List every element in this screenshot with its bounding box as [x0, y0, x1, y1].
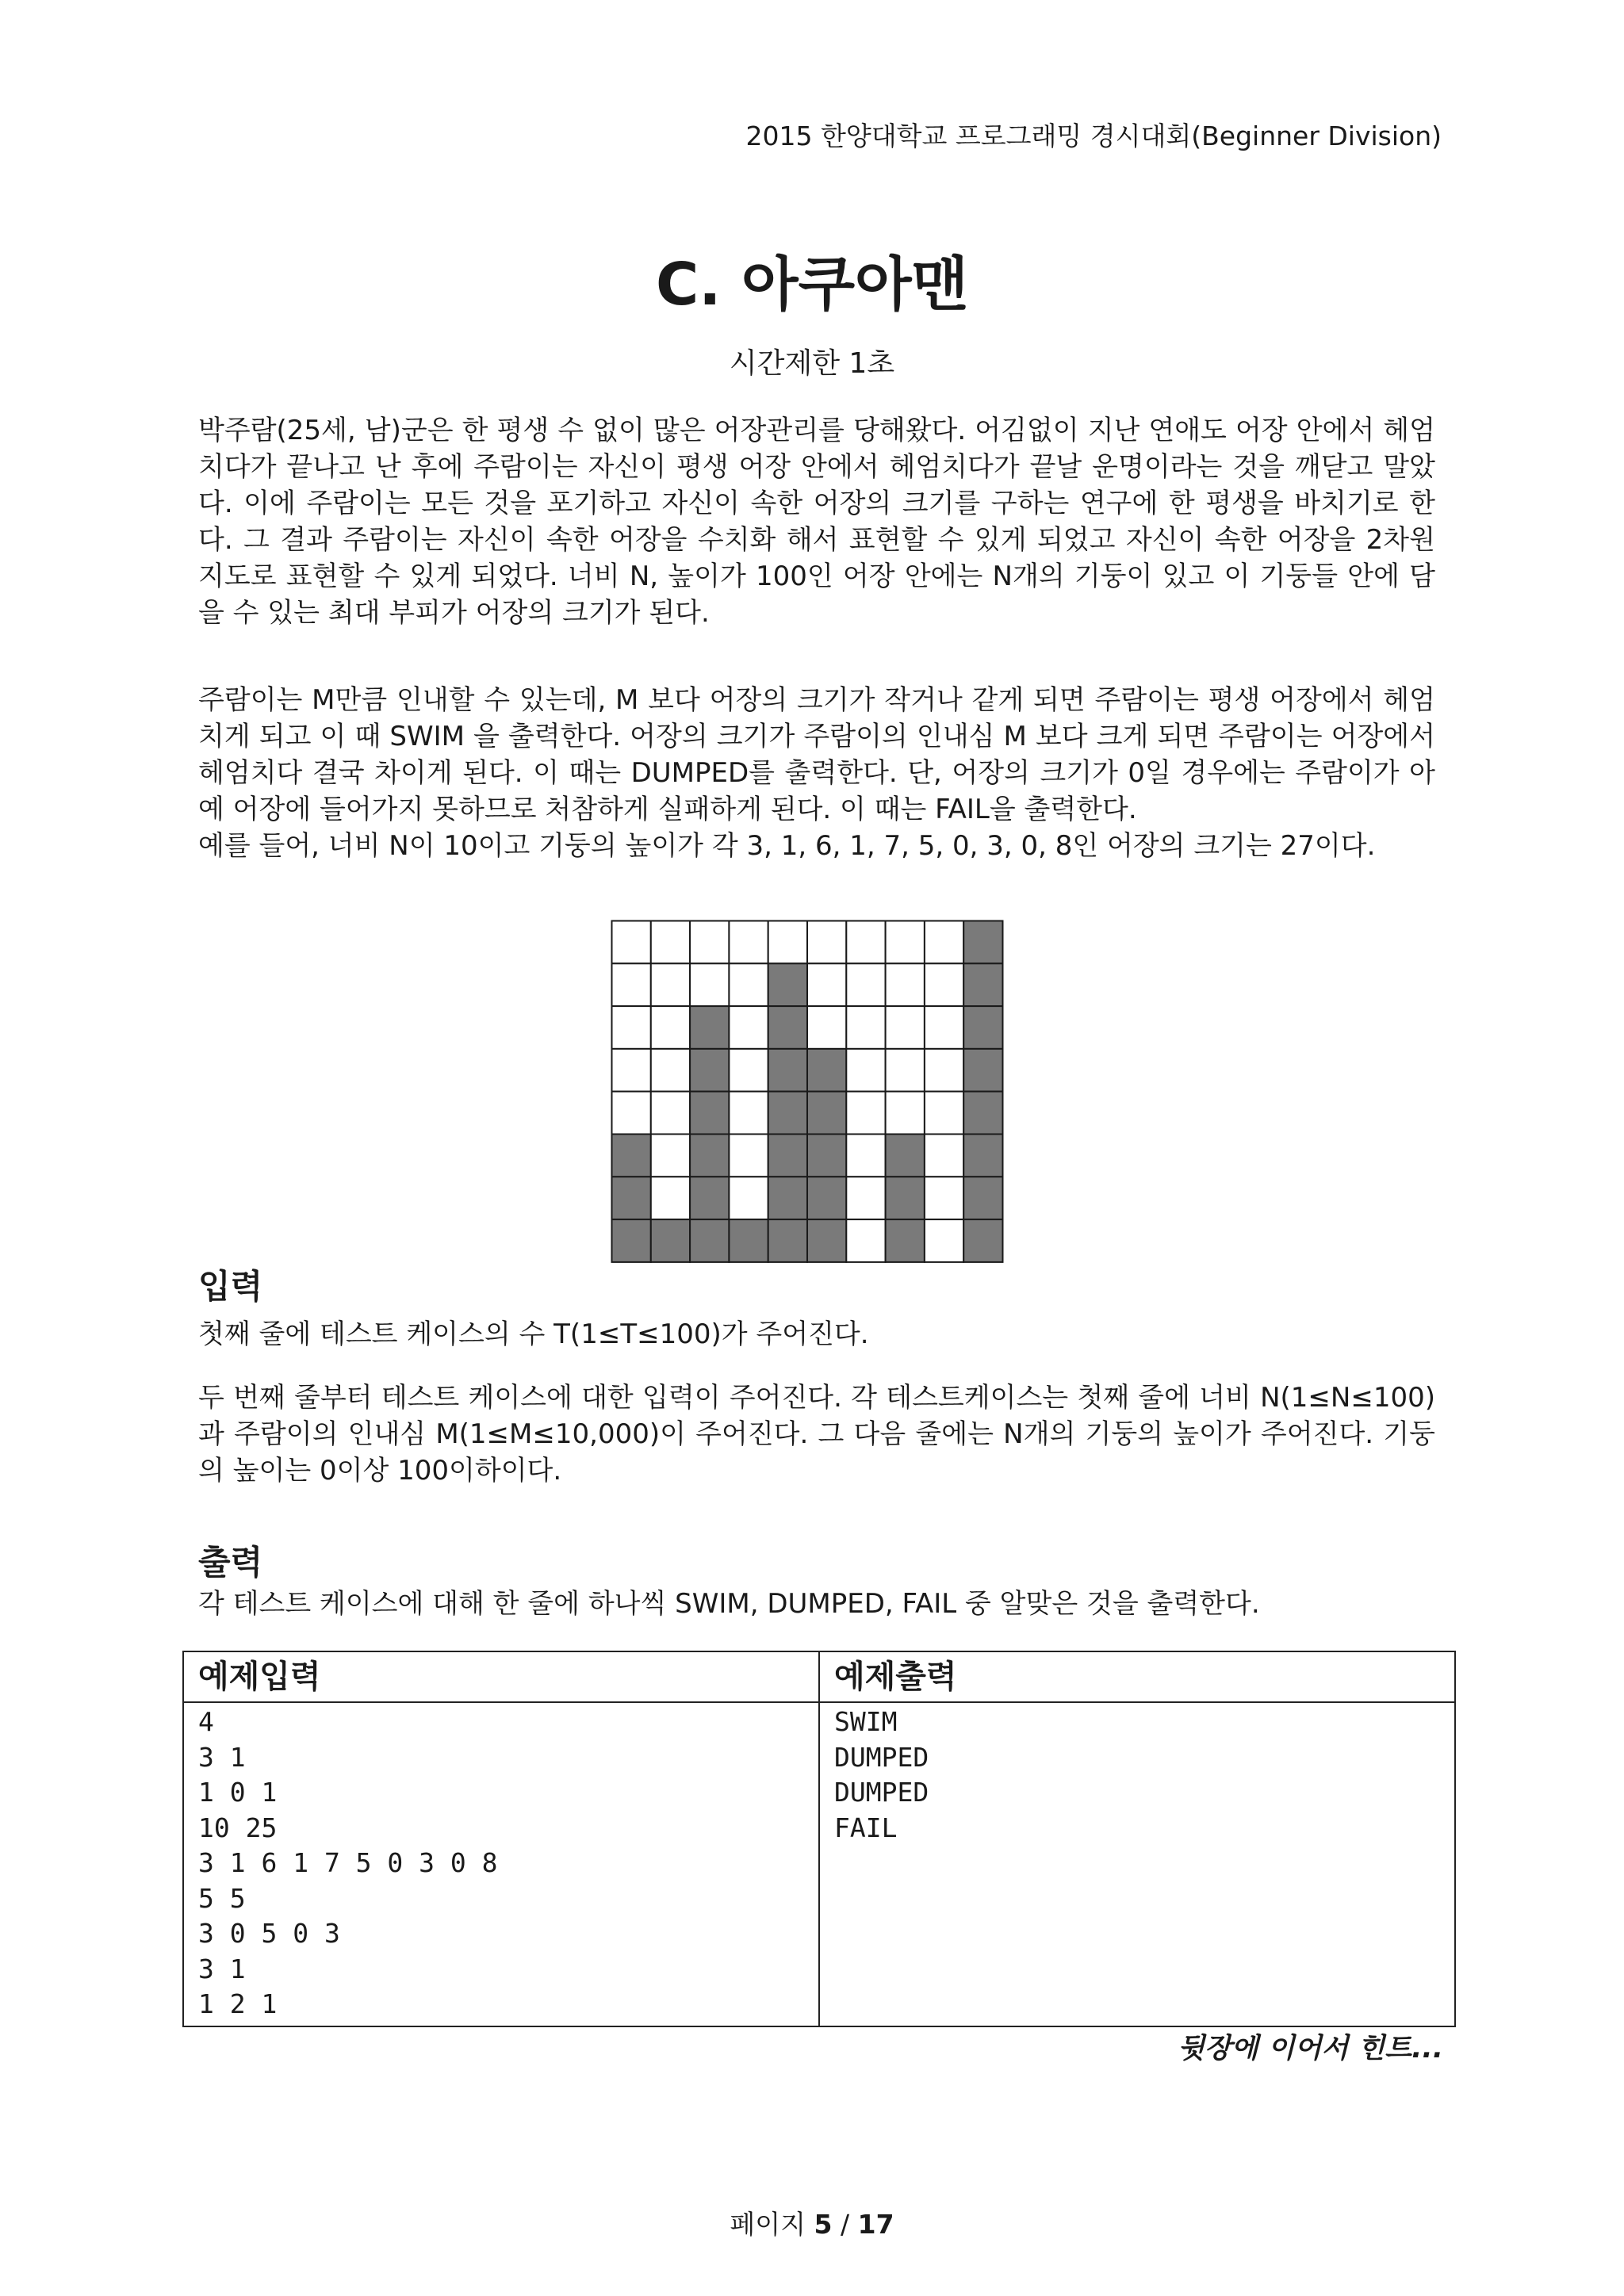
- pillar-cell: [963, 1219, 1002, 1262]
- description-paragraph-3: 예를 들어, 너비 N이 10이고 기둥의 높이가 각 3, 1, 6, 1, 7, 5, 0, 3, 0, 8인 어장의 크기는 27이다.: [198, 830, 1376, 862]
- empty-cell: [651, 963, 690, 1006]
- sample-input-line: 10 25: [198, 1812, 278, 1843]
- sample-output-header: 예제출력: [819, 1651, 1455, 1702]
- page-footer: [0, 2204, 1624, 2241]
- empty-cell: [651, 1049, 690, 1092]
- pillar-cell: [963, 1092, 1002, 1135]
- input-line-2: 두 번째 줄부터 테스트 케이스에 대한 입력이 주어진다. 각 테스트케이스는 첫째 줄에 너비 N(1≤N≤100)과 주람이의 인내심 M(1≤M≤10,000)이 주어진다. 그 다음 줄에는 N개의 기둥의 높이가 주어진다. 기둥의 높이는 0이상 100이하이다.: [198, 1382, 1435, 1487]
- sample-input-line: 3 1 6 1 7 5 0 3 0 8: [198, 1847, 498, 1878]
- input-line-1: 첫째 줄에 테스트 케이스의 수 T(1≤T≤100)가 주어진다.: [198, 1318, 869, 1350]
- pillar-cell: [690, 1006, 729, 1049]
- pillar-cell: [768, 1177, 807, 1219]
- pillar-cell: [963, 1177, 1002, 1219]
- empty-cell: [729, 1177, 768, 1219]
- empty-cell: [612, 1006, 651, 1049]
- pillar-cell: [690, 1135, 729, 1177]
- empty-cell: [846, 1092, 885, 1135]
- contest-header: 2015 한양대학교 프로그래밍 경시대회(Beginner Division): [745, 121, 1442, 151]
- pillar-cell: [612, 1135, 651, 1177]
- empty-cell: [846, 1219, 885, 1262]
- description-paragraph-2: 주람이는 M만큼 인내할 수 있는데, M 보다 어장의 크기가 작거나 같게 되면 주람이는 평생 어장에서 헤엄치게 되고 이 때 SWIM 을 출력한다. 어장의 크기가 주람이의 인내심 M 보다 크게 되면 주람이는 어장에서 헤엄치다 결국 차이게 된다. 이 때는 DUMPED를 출력한다. 단, 어장의 크기가 0일 경우에는 주람이가 아예 어장에 들어가지 못하므로 처참하게 실패하게 된다. 이 때는 FAIL을 출력한다.: [198, 684, 1435, 825]
- empty-cell: [925, 1006, 963, 1049]
- hint-note: 뒷장에 이어서 힌트...: [1178, 2033, 1443, 2064]
- empty-cell: [925, 1092, 963, 1135]
- empty-cell: [886, 1006, 925, 1049]
- empty-cell: [925, 963, 963, 1006]
- pillar-cell: [690, 1049, 729, 1092]
- pillar-cell: [963, 1135, 1002, 1177]
- sample-input-line: 3 0 5 0 3: [198, 1918, 340, 1949]
- empty-cell: [886, 1049, 925, 1092]
- empty-cell: [846, 1135, 885, 1177]
- empty-cell: [807, 921, 846, 964]
- empty-cell: [846, 1049, 885, 1092]
- sample-output-line: DUMPED: [834, 1741, 929, 1773]
- pillar-cell: [768, 1135, 807, 1177]
- page-separator: /: [841, 2209, 850, 2240]
- empty-cell: [886, 963, 925, 1006]
- empty-cell: [651, 1092, 690, 1135]
- pillar-cell: [963, 963, 1002, 1006]
- pillar-cell: [807, 1219, 846, 1262]
- pillar-grid: [611, 920, 1004, 1264]
- empty-cell: [846, 921, 885, 964]
- pillar-cell: [768, 1092, 807, 1135]
- empty-cell: [886, 921, 925, 964]
- empty-cell: [925, 1177, 963, 1219]
- pillar-cell: [963, 1049, 1002, 1092]
- empty-cell: [846, 1006, 885, 1049]
- pillar-cell: [651, 1219, 690, 1262]
- pillar-cell: [768, 1219, 807, 1262]
- pillar-cell: [690, 1219, 729, 1262]
- pillar-cell: [807, 1049, 846, 1092]
- empty-cell: [729, 1092, 768, 1135]
- sample-input-line: 4: [198, 1706, 214, 1737]
- pillar-cell: [768, 963, 807, 1006]
- sample-input-line: 3 1: [198, 1741, 246, 1773]
- pillar-cell: [886, 1135, 925, 1177]
- time-limit: 시간제한 1초: [729, 347, 895, 380]
- empty-cell: [651, 1006, 690, 1049]
- pillar-figure: [611, 920, 1004, 1264]
- input-description-2: [198, 1380, 1435, 1489]
- empty-cell: [651, 1177, 690, 1219]
- empty-cell: [690, 963, 729, 1006]
- pillar-cell: [768, 1006, 807, 1049]
- empty-cell: [729, 921, 768, 964]
- pillar-cell: [963, 1006, 1002, 1049]
- pillar-cell: [690, 1177, 729, 1219]
- empty-cell: [729, 963, 768, 1006]
- empty-cell: [612, 1092, 651, 1135]
- empty-cell: [807, 963, 846, 1006]
- pillar-cell: [729, 1219, 768, 1262]
- sample-output-line: DUMPED: [834, 1777, 929, 1808]
- input-heading: 입력: [198, 1267, 263, 1306]
- empty-cell: [807, 1006, 846, 1049]
- sample-input-header: 예제입력: [183, 1651, 819, 1702]
- empty-cell: [612, 921, 651, 964]
- empty-cell: [729, 1006, 768, 1049]
- pillar-cell: [886, 1177, 925, 1219]
- pillar-cell: [807, 1135, 846, 1177]
- page-total: 17: [857, 2209, 894, 2240]
- empty-cell: [651, 1135, 690, 1177]
- output-description: [198, 1586, 1435, 1622]
- problem-description-1: [198, 412, 1435, 631]
- empty-cell: [925, 1219, 963, 1262]
- sample-input-line: 1 2 1: [198, 1988, 278, 2019]
- sample-input-line: 1 0 1: [198, 1777, 278, 1808]
- page-label: 페이지: [730, 2209, 806, 2240]
- problem-description-2: [198, 682, 1435, 864]
- pillar-cell: [690, 1092, 729, 1135]
- pillar-cell: [612, 1219, 651, 1262]
- empty-cell: [690, 921, 729, 964]
- empty-cell: [729, 1049, 768, 1092]
- pillar-cell: [612, 1177, 651, 1219]
- sample-output-cell: [819, 1702, 1455, 2026]
- empty-cell: [886, 1092, 925, 1135]
- empty-cell: [651, 921, 690, 964]
- problem-title: C. 아쿠아맨: [655, 251, 969, 319]
- empty-cell: [846, 963, 885, 1006]
- pillar-cell: [963, 921, 1002, 964]
- empty-cell: [925, 921, 963, 964]
- empty-cell: [925, 1049, 963, 1092]
- empty-cell: [612, 963, 651, 1006]
- output-line-1: 각 테스트 케이스에 대해 한 줄에 하나씩 SWIM, DUMPED, FAIL 중 알맞은 것을 출력한다.: [198, 1588, 1260, 1620]
- empty-cell: [925, 1135, 963, 1177]
- input-description-1: [198, 1316, 1435, 1353]
- empty-cell: [846, 1177, 885, 1219]
- description-paragraph-1: 박주람(25세, 남)군은 한 평생 수 없이 많은 어장관리를 당해왔다. 어김없이 지난 연애도 어장 안에서 헤엄치다가 끝나고 난 후에 주람이는 자신이 평생 어장 안에서 헤엄치다가 끝날 운명이라는 것을 깨닫고 말았다. 이에 주람이는 모든 것을 포기하고 자신이 속한 어장의 크기를 구하는 연구에 한 평생을 바치기로 한다. 그 결과 주람이는 자신이 속한 어장을 수치화 해서 표현할 수 있게 되었고 자신이 속한 어장을 2차원 지도로 표현할 수 있게 되었다. 너비 N, 높이가 100인 어장 안에는 N개의 기둥이 있고 이 기둥들 안에 담을 수 있는 최대 부피가 어장의 크기가 된다.: [198, 415, 1435, 629]
- pillar-cell: [768, 1049, 807, 1092]
- pillar-cell: [807, 1177, 846, 1219]
- output-heading: 출력: [198, 1543, 263, 1582]
- pillar-cell: [807, 1092, 846, 1135]
- empty-cell: [768, 921, 807, 964]
- sample-output-line: FAIL: [834, 1812, 898, 1843]
- sample-table: [182, 1651, 1456, 2027]
- sample-output-line: SWIM: [834, 1706, 898, 1737]
- page-current: 5: [814, 2209, 833, 2240]
- empty-cell: [612, 1049, 651, 1092]
- sample-input-line: 5 5: [198, 1882, 246, 1914]
- pillar-cell: [886, 1219, 925, 1262]
- empty-cell: [729, 1135, 768, 1177]
- sample-input-cell: [183, 1702, 819, 2026]
- sample-input-line: 3 1: [198, 1953, 246, 1984]
